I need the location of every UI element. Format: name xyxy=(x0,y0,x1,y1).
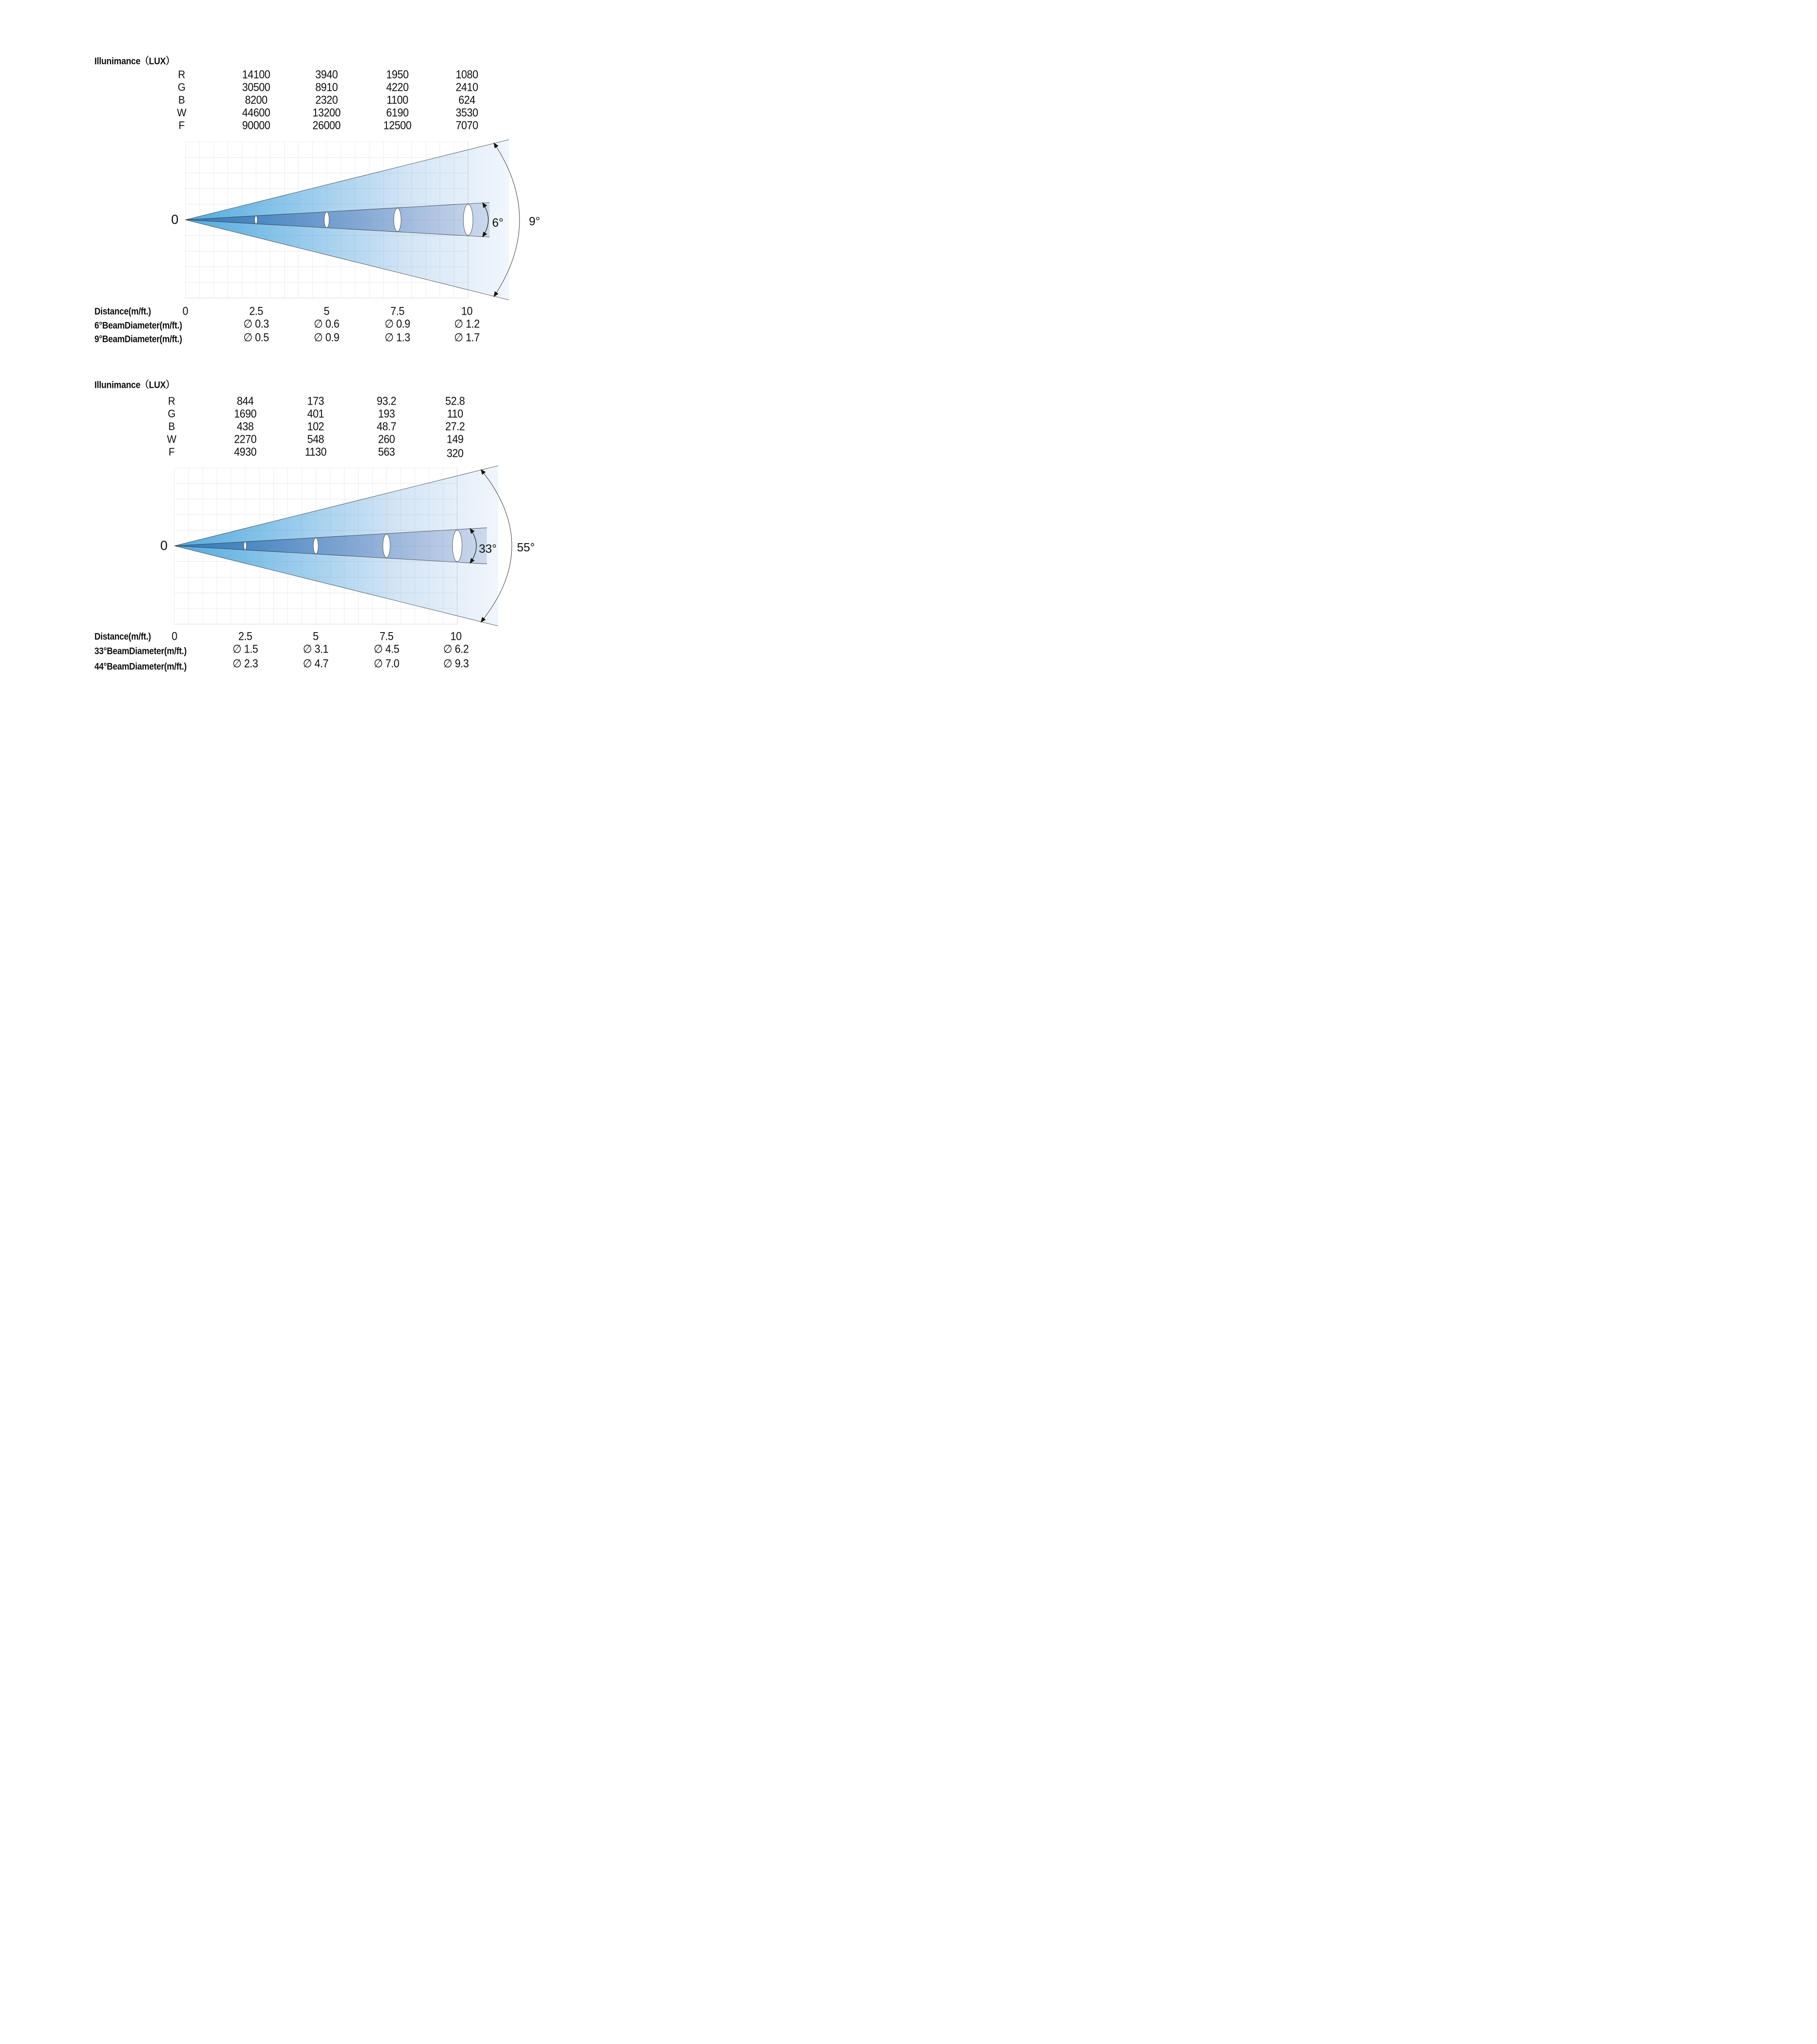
lux-value: 8200 xyxy=(245,94,267,107)
lux-value: 13200 xyxy=(312,106,341,119)
lux-value: 2270 xyxy=(234,433,257,446)
distance-label: Distance(m/ft.) xyxy=(94,631,151,642)
lux-value: 173 xyxy=(307,395,324,408)
lux-value: 320 xyxy=(446,447,464,460)
photometric-page xyxy=(0,0,636,715)
lux-row-label: W xyxy=(177,107,187,119)
lux-value: 401 xyxy=(307,407,324,421)
beam-diameter-value: ∅ 0.9 xyxy=(314,331,340,344)
section2-title: Illunimance（LUX） xyxy=(94,379,174,391)
lux-value: 260 xyxy=(378,433,395,446)
lux-value: 1080 xyxy=(455,68,478,81)
lux-value: 8910 xyxy=(315,81,338,94)
lux-row-label: R xyxy=(168,395,175,407)
beam-diameter-value: ∅ 3.1 xyxy=(303,643,329,655)
beam-diameter-value: ∅ 4.5 xyxy=(374,643,400,655)
distance-value: 2.5 xyxy=(249,305,263,318)
narrow-angle-label: 33° xyxy=(479,542,497,556)
lux-value: 438 xyxy=(237,420,254,433)
lux-value: 90000 xyxy=(242,119,270,132)
lux-value: 110 xyxy=(447,407,463,421)
lux-row-label: B xyxy=(168,421,175,433)
lux-row-label: R xyxy=(178,69,185,81)
beam-diameter-value: ∅ 0.3 xyxy=(243,317,269,330)
lux-value: 1950 xyxy=(386,68,409,81)
distance-value: 10 xyxy=(450,630,462,643)
beam-diameter-label: 44°BeamDiameter(m/ft.) xyxy=(94,661,187,672)
lux-value: 2320 xyxy=(315,94,338,107)
lux-value: 44600 xyxy=(242,106,270,119)
lux-value: 1690 xyxy=(234,407,257,421)
beam-diameter-value: ∅ 1.7 xyxy=(454,331,480,344)
lux-value: 1100 xyxy=(386,94,408,107)
beam-diameter-label: 6°BeamDiameter(m/ft.) xyxy=(94,320,182,331)
distance-value: 7.5 xyxy=(379,630,394,643)
beam-diameter-value: ∅ 0.9 xyxy=(385,317,411,330)
lux-value: 563 xyxy=(378,445,395,459)
beam-diameter-value: ∅ 6.2 xyxy=(443,643,469,655)
beam-diameter-value: ∅ 4.7 xyxy=(303,657,329,670)
wide-angle-label: 55° xyxy=(517,540,535,554)
distance-value: 5 xyxy=(324,305,330,318)
distance-label: Distance(m/ft.) xyxy=(94,306,151,317)
distance-value: 10 xyxy=(461,305,473,318)
lux-row-label: F xyxy=(168,446,175,458)
beam-cross-section-ellipse xyxy=(463,204,473,235)
section1-title: Illunimance（LUX） xyxy=(94,55,174,67)
lux-value: 4220 xyxy=(386,81,409,94)
lux-value: 2410 xyxy=(455,81,478,94)
beam-cross-section-ellipse xyxy=(313,538,318,554)
lux-value: 1130 xyxy=(305,445,327,459)
beam-diameter-value: ∅ 1.5 xyxy=(232,643,258,655)
lux-row-label: F xyxy=(178,119,185,132)
beam-diagram-1 xyxy=(0,136,636,308)
lux-row-label: G xyxy=(168,408,176,420)
beam-diameter-value: ∅ 9.3 xyxy=(443,657,469,670)
lux-value: 4930 xyxy=(234,445,257,459)
beam-diameter-label: 9°BeamDiameter(m/ft.) xyxy=(94,334,182,344)
beam-diameter-value: ∅ 0.5 xyxy=(243,331,269,344)
lux-value: 93.2 xyxy=(376,395,396,408)
beam-diameter-value: ∅ 7.0 xyxy=(374,657,400,670)
lux-value: 3940 xyxy=(315,68,338,81)
beam-cross-section-ellipse xyxy=(452,530,462,562)
beam-cross-section-ellipse xyxy=(394,208,401,231)
beam-diameter-value: ∅ 1.3 xyxy=(385,331,411,344)
lux-value: 12500 xyxy=(383,119,411,132)
origin-label: 0 xyxy=(160,539,168,554)
beam-diameter-value: ∅ 0.6 xyxy=(314,317,340,330)
distance-value: 0 xyxy=(182,305,188,318)
lux-value: 7070 xyxy=(455,119,478,132)
lux-value: 30500 xyxy=(242,81,270,94)
beam-cross-section-ellipse xyxy=(383,535,390,558)
lux-row-label: B xyxy=(178,94,185,106)
distance-value: 7.5 xyxy=(390,305,405,318)
distance-value: 5 xyxy=(313,630,319,643)
beam-diameter-value: ∅ 2.3 xyxy=(232,657,258,670)
lux-value: 14100 xyxy=(242,68,270,81)
beam-diagram-2 xyxy=(0,462,636,634)
distance-value: 0 xyxy=(171,630,178,643)
beam-cross-section-ellipse xyxy=(324,212,329,228)
lux-value: 149 xyxy=(446,433,464,446)
lux-value: 102 xyxy=(307,420,324,433)
wide-angle-label: 9° xyxy=(529,214,540,228)
origin-label: 0 xyxy=(171,212,178,227)
lux-value: 48.7 xyxy=(376,420,396,433)
lux-value: 624 xyxy=(458,94,475,107)
beam-diameter-value: ∅ 1.2 xyxy=(454,317,480,330)
lux-value: 193 xyxy=(378,407,395,421)
beam-cross-section-ellipse xyxy=(255,216,257,224)
lux-value: 26000 xyxy=(312,119,341,132)
narrow-angle-label: 6° xyxy=(492,215,504,229)
lux-value: 27.2 xyxy=(445,420,465,433)
lux-value: 6190 xyxy=(386,106,409,119)
lux-value: 3530 xyxy=(455,106,478,119)
lux-row-label: W xyxy=(167,433,177,445)
lux-row-label: G xyxy=(178,81,186,94)
beam-cross-section-ellipse xyxy=(244,542,247,550)
lux-value: 844 xyxy=(237,395,254,408)
distance-value: 2.5 xyxy=(238,630,252,643)
lux-value: 52.8 xyxy=(445,395,465,408)
lux-value: 548 xyxy=(307,433,324,446)
beam-diameter-label: 33°BeamDiameter(m/ft.) xyxy=(94,646,187,656)
